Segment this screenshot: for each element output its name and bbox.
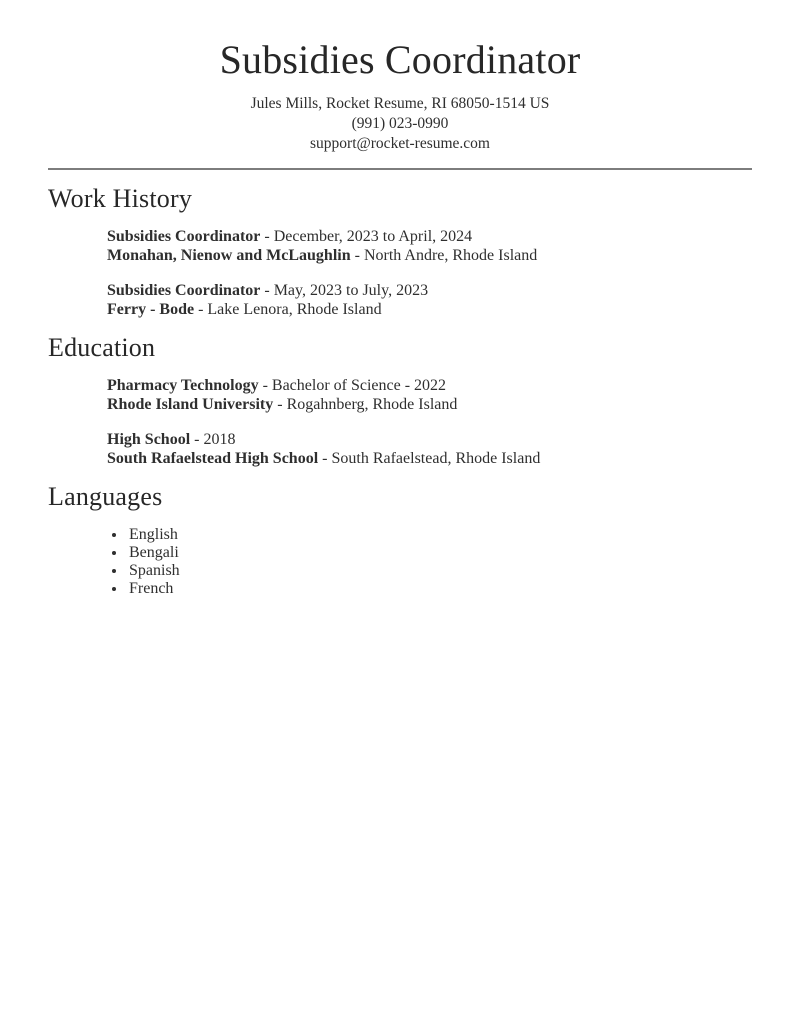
work-history-entries — [107, 228, 752, 319]
work-entry-employer-line — [107, 301, 752, 320]
education-entry-program-line — [107, 377, 752, 396]
employer-name: Monahan, Nienow and McLaughlin — [107, 246, 351, 264]
language-item: • French — [127, 580, 752, 598]
separator: - — [190, 431, 204, 448]
education-entry-program-line — [107, 431, 752, 450]
job-title: Subsidies Coordinator — [107, 282, 261, 299]
work-entry-title-line — [107, 228, 752, 247]
degree-program: Pharmacy Technology — [107, 377, 259, 394]
work-entry — [107, 282, 752, 319]
languages-list — [48, 526, 752, 598]
contact-block — [48, 94, 752, 154]
school-name: South Rafaelstead High School — [107, 449, 319, 467]
school-name: Rhode Island University — [107, 395, 274, 413]
separator: - — [350, 246, 364, 264]
separator: - — [260, 282, 274, 299]
separator: - — [318, 449, 332, 467]
school-location: South Rafaelstead, Rhode Island — [331, 449, 541, 467]
education-entry — [107, 377, 752, 414]
header-divider — [48, 168, 752, 170]
separator: - — [194, 300, 208, 318]
separator: - — [258, 377, 272, 394]
education-entry — [107, 431, 752, 468]
resume-title: Subsidies Coordinator — [219, 37, 581, 82]
degree-detail: 2018 — [203, 431, 236, 448]
contact-address-line: Jules Mills, Rocket Resume, RI 68050-1514 US — [250, 95, 550, 112]
language-item: • Bengali — [127, 544, 752, 562]
language-item: • English — [127, 526, 752, 544]
degree-detail: Bachelor of Science - 2022 — [271, 377, 447, 394]
degree-program: High School — [107, 431, 191, 448]
employer-name: Ferry - Bode — [107, 300, 195, 318]
job-location: Lake Lenora, Rhode Island — [207, 300, 382, 318]
section-heading-education: Education — [48, 333, 156, 362]
contact-phone: (991) 023-0990 — [351, 115, 449, 132]
separator: - — [273, 395, 287, 413]
school-location: Rogahnberg, Rhode Island — [286, 395, 458, 413]
section-heading-work-history: Work History — [48, 184, 193, 213]
language-item: • Spanish — [127, 562, 752, 580]
job-dates: May, 2023 to July, 2023 — [273, 282, 429, 299]
resume-header — [48, 36, 752, 154]
section-heading-languages: Languages — [48, 482, 163, 511]
work-entry-employer-line — [107, 247, 752, 266]
work-entry — [107, 228, 752, 265]
education-entry-school-line — [107, 450, 752, 469]
job-dates: December, 2023 to April, 2024 — [273, 228, 473, 245]
education-entry-school-line — [107, 396, 752, 415]
education-entries — [107, 377, 752, 468]
job-location: North Andre, Rhode Island — [363, 246, 538, 264]
work-entry-title-line — [107, 282, 752, 301]
job-title: Subsidies Coordinator — [107, 228, 261, 245]
separator: - — [260, 228, 274, 245]
contact-email: support@rocket-resume.com — [310, 135, 490, 152]
